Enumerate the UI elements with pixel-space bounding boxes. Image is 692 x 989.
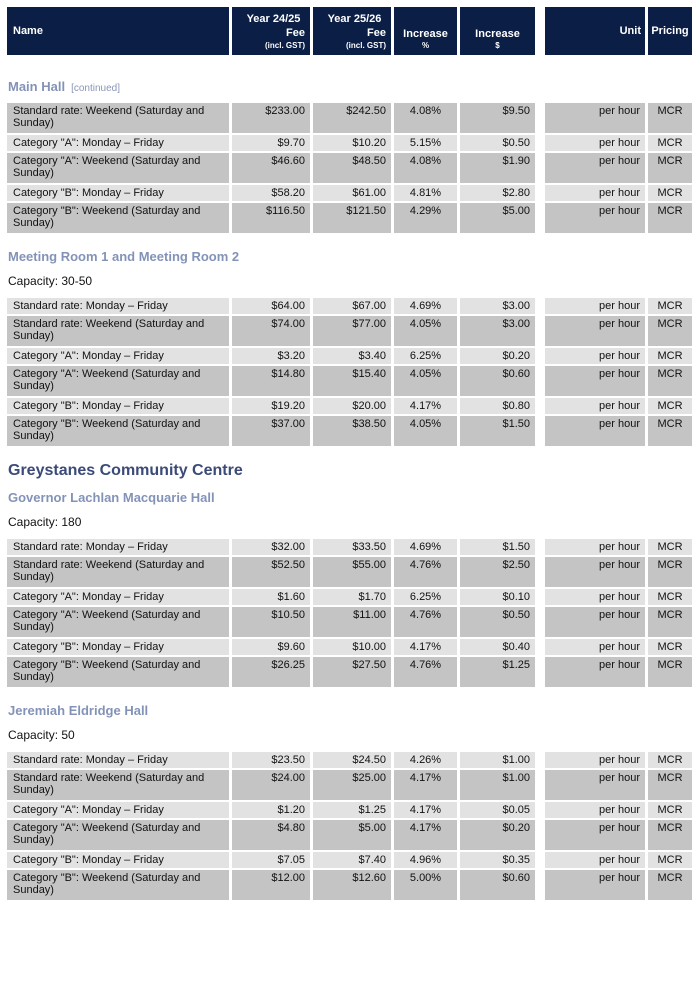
cell-increase-pct: 4.05% [394, 316, 457, 346]
cell-spacer [538, 589, 542, 605]
cell-increase-dollar: $0.50 [460, 135, 535, 151]
eldridge-hall-capacity: Capacity: 50 [8, 728, 75, 742]
cell-fee-2425: $233.00 [232, 103, 310, 133]
cell-pricing: MCR [648, 153, 692, 183]
cell-name: Category "A": Weekend (Saturday and Sunday) [7, 366, 229, 396]
table-row [7, 366, 683, 396]
cell-pricing: MCR [648, 398, 692, 414]
cell-unit: per hour [545, 203, 645, 233]
cell-name: Category "B": Weekend (Saturday and Sunday) [7, 657, 229, 687]
cell-name: Standard rate: Monday – Friday [7, 752, 229, 768]
cell-spacer [538, 398, 542, 414]
header-increase-dollar [460, 7, 535, 55]
header-fee-2526-year: Year 25/26 [327, 12, 382, 25]
cell-name: Standard rate: Weekend (Saturday and Sunday) [7, 770, 229, 800]
cell-spacer [538, 770, 542, 800]
cell-spacer [538, 657, 542, 687]
cell-fee-2526: $25.00 [313, 770, 391, 800]
cell-unit: per hour [545, 153, 645, 183]
cell-pricing: MCR [648, 770, 692, 800]
cell-pricing: MCR [648, 366, 692, 396]
cell-name: Category "A": Weekend (Saturday and Sunday) [7, 153, 229, 183]
cell-increase-pct: 4.96% [394, 852, 457, 868]
cell-spacer [538, 639, 542, 655]
cell-pricing: MCR [648, 185, 692, 201]
cell-name: Category "B": Monday – Friday [7, 185, 229, 201]
cell-pricing: MCR [648, 852, 692, 868]
cell-spacer [538, 539, 542, 555]
cell-increase-pct: 4.08% [394, 153, 457, 183]
cell-pricing: MCR [648, 348, 692, 364]
cell-name: Category "A": Monday – Friday [7, 135, 229, 151]
cell-name: Category "A": Monday – Friday [7, 802, 229, 818]
cell-fee-2425: $12.00 [232, 870, 310, 900]
cell-unit: per hour [545, 539, 645, 555]
cell-fee-2526: $77.00 [313, 316, 391, 346]
cell-pricing: MCR [648, 752, 692, 768]
cell-pricing: MCR [648, 557, 692, 587]
header-fee-2526-gst: (incl. GST) [346, 40, 386, 50]
cell-unit: per hour [545, 589, 645, 605]
section-title-meeting-rooms: Meeting Room 1 and Meeting Room 2 [8, 249, 240, 264]
table-row [7, 539, 683, 555]
cell-unit: per hour [545, 316, 645, 346]
cell-increase-pct: 4.17% [394, 398, 457, 414]
cell-fee-2425: $9.60 [232, 639, 310, 655]
table-row [7, 103, 683, 133]
cell-pricing: MCR [648, 135, 692, 151]
cell-unit: per hour [545, 870, 645, 900]
table-row [7, 607, 683, 637]
cell-unit: per hour [545, 557, 645, 587]
cell-name: Category "A": Weekend (Saturday and Sunday) [7, 607, 229, 637]
header-unit: Unit [545, 7, 645, 55]
cell-unit: per hour [545, 639, 645, 655]
header-fee-2526 [313, 7, 391, 55]
cell-fee-2526: $12.60 [313, 870, 391, 900]
header-fee-2425-year: Year 24/25 [246, 12, 301, 25]
cell-fee-2526: $61.00 [313, 185, 391, 201]
header-increase-dollar-label: Increase [475, 28, 520, 40]
cell-increase-pct: 4.76% [394, 657, 457, 687]
table-row [7, 820, 683, 850]
cell-increase-dollar: $0.35 [460, 852, 535, 868]
cell-fee-2425: $1.20 [232, 802, 310, 818]
cell-pricing: MCR [648, 416, 692, 446]
table-row [7, 135, 683, 151]
table-row [7, 185, 683, 201]
cell-name: Standard rate: Weekend (Saturday and Sunday) [7, 103, 229, 133]
header-name: Name [7, 7, 229, 55]
header-fee-2526-fee: Fee [367, 26, 386, 39]
cell-name: Standard rate: Monday – Friday [7, 539, 229, 555]
table-row [7, 557, 683, 587]
section-title-lachlan-hall: Governor Lachlan Macquarie Hall [8, 490, 215, 505]
table-row [7, 298, 683, 314]
cell-increase-dollar: $1.50 [460, 539, 535, 555]
cell-spacer [538, 852, 542, 868]
cell-fee-2526: $121.50 [313, 203, 391, 233]
cell-increase-pct: 4.26% [394, 752, 457, 768]
cell-increase-pct: 4.76% [394, 557, 457, 587]
cell-increase-pct: 4.08% [394, 103, 457, 133]
header-increase-dollar-unit: $ [495, 41, 500, 50]
cell-unit: per hour [545, 416, 645, 446]
cell-fee-2526: $10.00 [313, 639, 391, 655]
cell-unit: per hour [545, 607, 645, 637]
cell-fee-2526: $10.20 [313, 135, 391, 151]
cell-unit: per hour [545, 366, 645, 396]
cell-spacer [538, 348, 542, 364]
cell-name: Category "A": Weekend (Saturday and Sunday) [7, 820, 229, 850]
header-spacer [538, 7, 542, 55]
cell-spacer [538, 153, 542, 183]
cell-increase-dollar: $1.00 [460, 770, 535, 800]
cell-pricing: MCR [648, 820, 692, 850]
table-row [7, 589, 683, 605]
cell-fee-2425: $9.70 [232, 135, 310, 151]
cell-spacer [538, 607, 542, 637]
cell-fee-2425: $74.00 [232, 316, 310, 346]
cell-increase-pct: 4.76% [394, 607, 457, 637]
cell-fee-2425: $23.50 [232, 752, 310, 768]
cell-fee-2425: $14.80 [232, 366, 310, 396]
main-hall-table [7, 103, 683, 235]
cell-increase-dollar: $0.60 [460, 870, 535, 900]
cell-pricing: MCR [648, 870, 692, 900]
cell-fee-2526: $55.00 [313, 557, 391, 587]
cell-fee-2526: $1.25 [313, 802, 391, 818]
table-row [7, 416, 683, 446]
cell-name: Standard rate: Weekend (Saturday and Sunday) [7, 316, 229, 346]
cell-fee-2526: $11.00 [313, 607, 391, 637]
cell-pricing: MCR [648, 103, 692, 133]
table-row [7, 153, 683, 183]
cell-increase-dollar: $0.10 [460, 589, 535, 605]
cell-spacer [538, 752, 542, 768]
cell-increase-dollar: $2.80 [460, 185, 535, 201]
cell-increase-dollar: $0.20 [460, 348, 535, 364]
cell-increase-pct: 4.17% [394, 820, 457, 850]
cell-increase-dollar: $1.90 [460, 153, 535, 183]
cell-increase-dollar: $0.05 [460, 802, 535, 818]
cell-increase-pct: 4.81% [394, 185, 457, 201]
cell-unit: per hour [545, 852, 645, 868]
cell-pricing: MCR [648, 316, 692, 346]
cell-name: Standard rate: Weekend (Saturday and Sunday) [7, 557, 229, 587]
cell-fee-2526: $5.00 [313, 820, 391, 850]
cell-name: Category "B": Monday – Friday [7, 852, 229, 868]
cell-unit: per hour [545, 135, 645, 151]
cell-fee-2526: $15.40 [313, 366, 391, 396]
header-increase-pct-label: Increase [403, 28, 448, 40]
cell-pricing: MCR [648, 802, 692, 818]
cell-fee-2526: $3.40 [313, 348, 391, 364]
table-row [7, 752, 683, 768]
cell-increase-dollar: $0.60 [460, 366, 535, 396]
cell-increase-pct: 4.69% [394, 298, 457, 314]
cell-increase-pct: 4.05% [394, 416, 457, 446]
cell-fee-2526: $7.40 [313, 852, 391, 868]
cell-increase-dollar: $2.50 [460, 557, 535, 587]
cell-fee-2425: $64.00 [232, 298, 310, 314]
cell-name: Category "A": Monday – Friday [7, 589, 229, 605]
cell-fee-2425: $19.20 [232, 398, 310, 414]
header-fee-2425-gst: (incl. GST) [265, 40, 305, 50]
header-fee-2425-fee: Fee [286, 26, 305, 39]
lachlan-hall-capacity: Capacity: 180 [8, 515, 82, 529]
cell-fee-2526: $38.50 [313, 416, 391, 446]
cell-fee-2526: $67.00 [313, 298, 391, 314]
meeting-rooms-capacity: Capacity: 30-50 [8, 274, 93, 288]
cell-fee-2425: $10.50 [232, 607, 310, 637]
cell-spacer [538, 557, 542, 587]
meeting-rooms-table [7, 298, 683, 448]
cell-pricing: MCR [648, 589, 692, 605]
cell-pricing: MCR [648, 657, 692, 687]
cell-fee-2425: $116.50 [232, 203, 310, 233]
cell-unit: per hour [545, 185, 645, 201]
cell-increase-pct: 6.25% [394, 589, 457, 605]
header-pricing: Pricing [648, 7, 692, 55]
section-title-eldridge-hall: Jeremiah Eldridge Hall [8, 703, 149, 718]
cell-fee-2425: $46.60 [232, 153, 310, 183]
cell-fee-2425: $52.50 [232, 557, 310, 587]
lachlan-hall-table [7, 539, 683, 689]
cell-increase-pct: 5.15% [394, 135, 457, 151]
table-row [7, 203, 683, 233]
cell-name: Category "A": Monday – Friday [7, 348, 229, 364]
cell-pricing: MCR [648, 539, 692, 555]
cell-fee-2425: $7.05 [232, 852, 310, 868]
cell-pricing: MCR [648, 203, 692, 233]
cell-name: Category "B": Weekend (Saturday and Sunday) [7, 203, 229, 233]
table-row [7, 870, 683, 900]
centre-title: Greystanes Community Centre [8, 462, 243, 479]
cell-increase-dollar: $1.50 [460, 416, 535, 446]
header-fee-2425 [232, 7, 310, 55]
table-row [7, 802, 683, 818]
cell-name: Category "B": Monday – Friday [7, 639, 229, 655]
cell-increase-dollar: $1.00 [460, 752, 535, 768]
cell-increase-pct: 5.00% [394, 870, 457, 900]
cell-unit: per hour [545, 398, 645, 414]
cell-fee-2425: $24.00 [232, 770, 310, 800]
table-row [7, 639, 683, 655]
cell-pricing: MCR [648, 607, 692, 637]
cell-spacer [538, 416, 542, 446]
cell-increase-dollar: $0.50 [460, 607, 535, 637]
cell-name: Category "B": Weekend (Saturday and Sunday) [7, 416, 229, 446]
cell-fee-2526: $48.50 [313, 153, 391, 183]
cell-fee-2526: $33.50 [313, 539, 391, 555]
cell-name: Standard rate: Monday – Friday [7, 298, 229, 314]
cell-fee-2425: $3.20 [232, 348, 310, 364]
cell-spacer [538, 316, 542, 346]
cell-fee-2425: $26.25 [232, 657, 310, 687]
cell-increase-dollar: $0.80 [460, 398, 535, 414]
section-title-main-hall [8, 79, 120, 94]
cell-increase-dollar: $1.25 [460, 657, 535, 687]
cell-pricing: MCR [648, 298, 692, 314]
table-row [7, 316, 683, 346]
header-increase-pct [394, 7, 457, 55]
cell-spacer [538, 185, 542, 201]
table-row [7, 348, 683, 364]
cell-spacer [538, 870, 542, 900]
cell-fee-2425: $32.00 [232, 539, 310, 555]
cell-increase-dollar: $3.00 [460, 298, 535, 314]
cell-fee-2526: $27.50 [313, 657, 391, 687]
cell-increase-dollar: $5.00 [460, 203, 535, 233]
cell-increase-pct: 4.69% [394, 539, 457, 555]
cell-increase-dollar: $3.00 [460, 316, 535, 346]
cell-unit: per hour [545, 103, 645, 133]
cell-spacer [538, 203, 542, 233]
cell-increase-pct: 4.17% [394, 770, 457, 800]
cell-increase-pct: 4.17% [394, 802, 457, 818]
header-increase-pct-unit: % [421, 41, 430, 50]
continued-note: [continued] [71, 83, 121, 94]
cell-name: Category "B": Weekend (Saturday and Sunday) [7, 870, 229, 900]
cell-fee-2526: $20.00 [313, 398, 391, 414]
cell-fee-2526: $1.70 [313, 589, 391, 605]
cell-fee-2425: $58.20 [232, 185, 310, 201]
cell-unit: per hour [545, 752, 645, 768]
cell-unit: per hour [545, 298, 645, 314]
cell-pricing: MCR [648, 639, 692, 655]
table-row [7, 770, 683, 800]
cell-increase-pct: 6.25% [394, 348, 457, 364]
table-row [7, 657, 683, 687]
table-header [7, 7, 689, 55]
cell-spacer [538, 298, 542, 314]
table-row [7, 398, 683, 414]
cell-increase-pct: 4.05% [394, 366, 457, 396]
cell-spacer [538, 802, 542, 818]
cell-spacer [538, 135, 542, 151]
cell-increase-pct: 4.29% [394, 203, 457, 233]
main-hall-title: Main Hall [8, 79, 66, 94]
eldridge-hall-table [7, 752, 683, 902]
cell-increase-dollar: $0.20 [460, 820, 535, 850]
cell-increase-dollar: $0.40 [460, 639, 535, 655]
cell-fee-2425: $4.80 [232, 820, 310, 850]
cell-fee-2425: $37.00 [232, 416, 310, 446]
cell-fee-2425: $1.60 [232, 589, 310, 605]
cell-spacer [538, 820, 542, 850]
cell-increase-pct: 4.17% [394, 639, 457, 655]
cell-unit: per hour [545, 820, 645, 850]
cell-name: Category "B": Monday – Friday [7, 398, 229, 414]
cell-unit: per hour [545, 348, 645, 364]
cell-unit: per hour [545, 770, 645, 800]
cell-increase-dollar: $9.50 [460, 103, 535, 133]
cell-unit: per hour [545, 802, 645, 818]
cell-spacer [538, 366, 542, 396]
cell-fee-2526: $242.50 [313, 103, 391, 133]
cell-spacer [538, 103, 542, 133]
cell-unit: per hour [545, 657, 645, 687]
cell-fee-2526: $24.50 [313, 752, 391, 768]
table-row [7, 852, 683, 868]
